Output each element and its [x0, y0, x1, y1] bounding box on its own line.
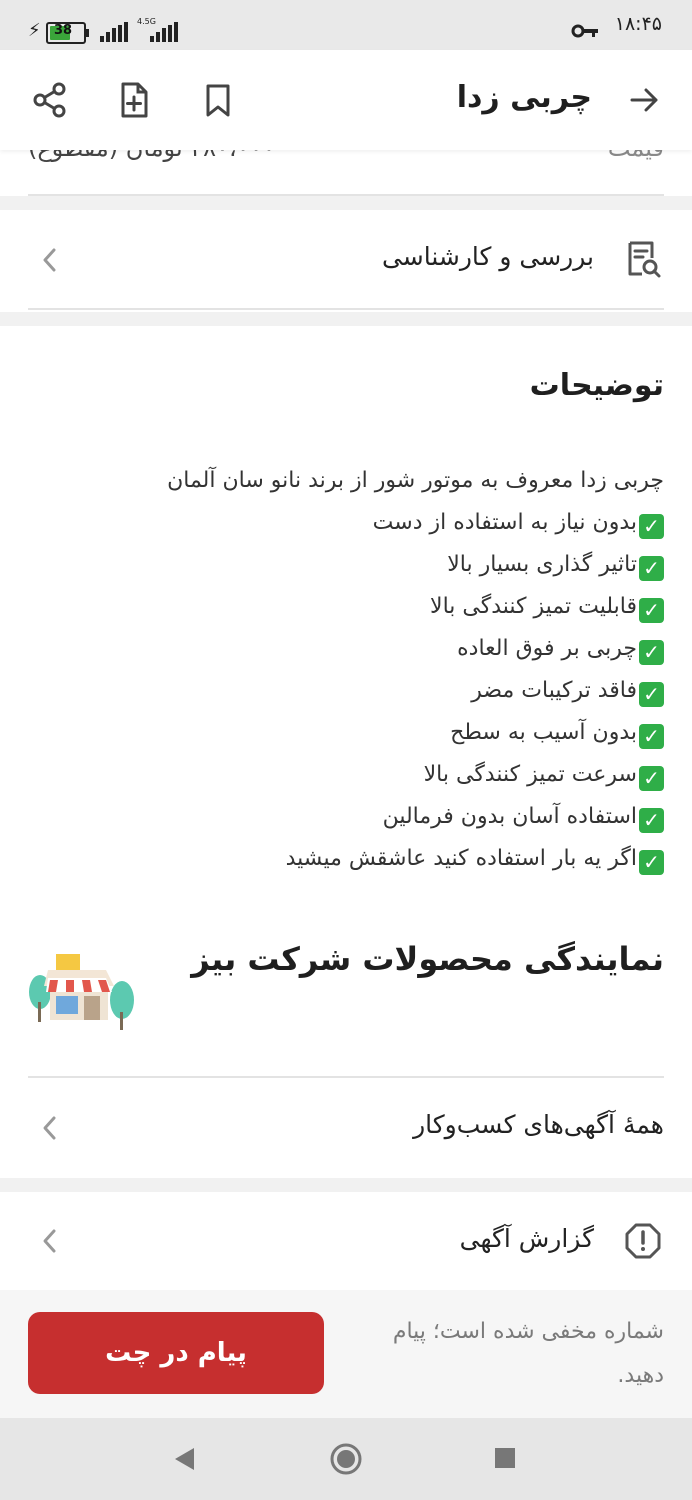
network-type: 4.5G — [137, 17, 156, 26]
check-icon: ✓ — [639, 598, 664, 623]
warning-icon — [624, 1222, 662, 1260]
chevron-left-icon — [40, 1113, 58, 1143]
clock: ۱۸:۴۵ — [614, 13, 662, 35]
contact-bar — [0, 1290, 692, 1418]
charging-icon: ⚡ — [28, 20, 41, 41]
description-item: ✓قابلیت تمیز کنندگی بالا — [28, 586, 664, 628]
check-icon: ✓ — [639, 724, 664, 749]
description-title: توضیحات — [529, 368, 664, 403]
report-label: گزارش آگهی — [459, 1224, 594, 1253]
nav-back-icon[interactable] — [172, 1446, 196, 1472]
chat-message-button[interactable]: پیام در چت — [28, 1312, 324, 1394]
inspection-label: بررسی و کارشناسی — [381, 242, 594, 271]
description-intro: چربی زدا معروف به موتور شور از برند نانو سان آلمان — [167, 468, 664, 493]
inspection-doc-icon — [624, 240, 662, 278]
business-title: نمایندگی محصولات شرکت بیز — [191, 940, 664, 978]
page-title: چربی زدا — [456, 80, 592, 115]
section-gap — [0, 196, 692, 210]
nav-home-icon[interactable] — [330, 1443, 362, 1475]
all-business-ads-row[interactable] — [0, 1078, 692, 1178]
price-row — [28, 150, 664, 196]
check-icon: ✓ — [639, 766, 664, 791]
system-navigation-bar — [0, 1418, 692, 1500]
shop-illustration-icon — [26, 950, 136, 1034]
section-gap — [0, 1178, 692, 1192]
description-item: ✓تاثیر گذاری بسیار بالا — [28, 544, 664, 586]
back-arrow-icon[interactable] — [624, 80, 664, 120]
description-item: ✓بدون نیاز به استفاده از دست — [28, 502, 664, 544]
all-ads-label: همهٔ آگهی‌های کسب‌وکار — [413, 1110, 664, 1139]
description-item: ✓چربی بر فوق العاده — [28, 628, 664, 670]
add-note-icon[interactable] — [114, 80, 154, 120]
nav-recents-icon[interactable] — [494, 1447, 516, 1469]
description-item: ✓اگر یه بار استفاده کنید عاشقش میشید — [28, 838, 664, 880]
signal-icon — [100, 22, 130, 42]
share-icon[interactable] — [30, 80, 70, 120]
description-item: ✓بدون آسیب به سطح — [28, 712, 664, 754]
hidden-number-note: شماره مخفی شده است؛ پیام دهید. — [392, 1319, 664, 1388]
description-item: ✓سرعت تمیز کنندگی بالا — [28, 754, 664, 796]
battery-icon — [46, 22, 86, 44]
description-item: ✓استفاده آسان بدون فرمالین — [28, 796, 664, 838]
status-bar — [0, 0, 692, 50]
battery-level: 38 — [54, 23, 73, 38]
inspection-row[interactable] — [0, 210, 692, 310]
app-header — [0, 50, 692, 150]
check-icon: ✓ — [639, 808, 664, 833]
vpn-key-icon — [572, 24, 598, 38]
signal-icon-2 — [150, 22, 180, 42]
chevron-left-icon — [40, 245, 58, 275]
description-body — [28, 460, 664, 880]
report-ad-row[interactable] — [0, 1192, 692, 1290]
check-icon: ✓ — [639, 556, 664, 581]
check-icon: ✓ — [639, 682, 664, 707]
chevron-left-icon — [40, 1226, 58, 1256]
check-icon: ✓ — [639, 850, 664, 875]
check-icon: ✓ — [639, 514, 664, 539]
bookmark-icon[interactable] — [198, 80, 238, 120]
check-icon: ✓ — [639, 640, 664, 665]
description-item: ✓فاقد ترکیبات مضر — [28, 670, 664, 712]
section-gap — [0, 312, 692, 326]
